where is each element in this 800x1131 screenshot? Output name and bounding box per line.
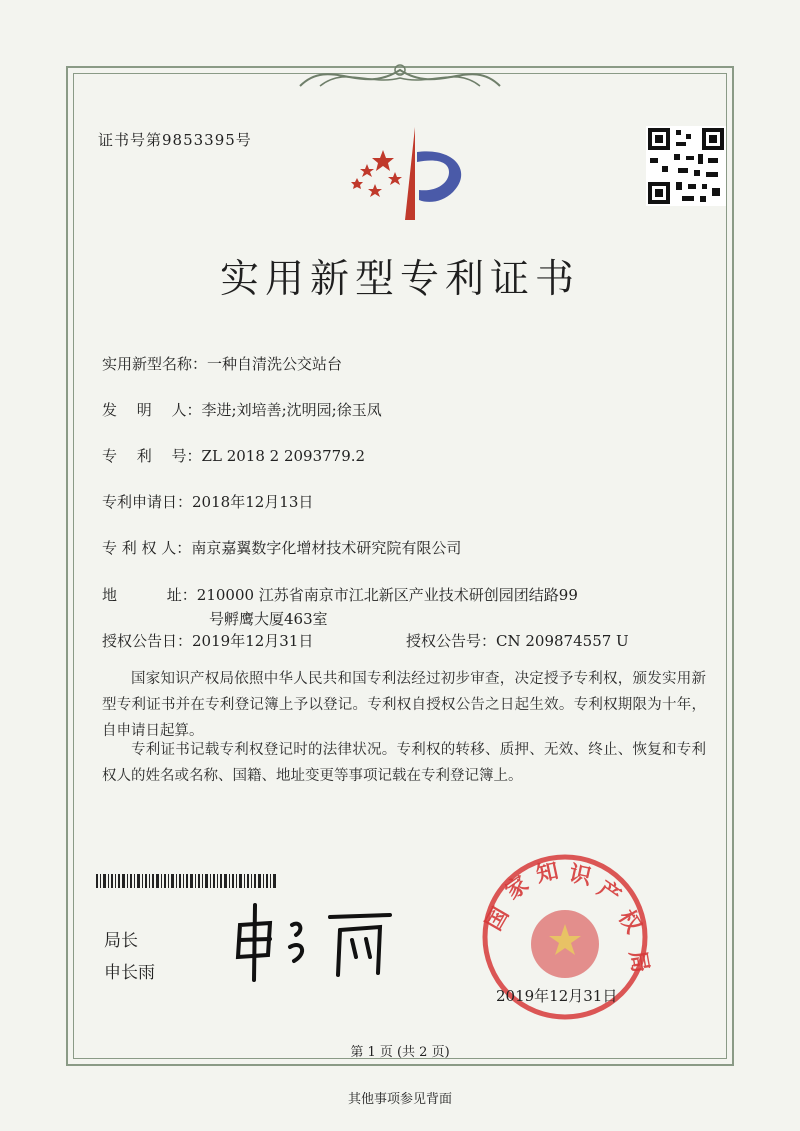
field-patent-number-label: 专 利 号： (102, 447, 202, 465)
barcode-icon (96, 874, 276, 888)
field-filing-date-label: 专利申请日： (102, 493, 193, 511)
field-grant-number-value: CN 209874557 U (496, 632, 629, 650)
field-grant-number-label: 授权公告号： (406, 632, 497, 650)
field-patent-number (102, 445, 365, 466)
seal-date: 2019年12月31日 (496, 987, 618, 1005)
field-grant-date (102, 630, 313, 651)
field-name-label: 实用新型名称： (102, 355, 208, 373)
field-grant-date-value: 2019年12月31日 (192, 632, 314, 650)
field-name-value: 一种自清洗公交站台 (207, 355, 343, 373)
field-inventor (102, 399, 382, 420)
field-address-label: 地 址： (102, 586, 197, 604)
footer-note: 其他事项参见背面 (347, 1092, 452, 1107)
certificate-number: 证书号第9853395号 (98, 131, 252, 149)
legal-status-paragraph: 专利证书记载专利权登记时的法律状况。专利权的转移、质押、无效、终止、恢复和专利权人的姓名或名称、国籍、地址变更等事项记载在专利登记簿上。 (102, 742, 706, 784)
director-name: 申长雨 (104, 963, 155, 983)
field-filing-date (102, 491, 313, 512)
svg-text:知: 知 (534, 858, 561, 888)
field-name (102, 353, 342, 374)
svg-text:国: 国 (481, 903, 515, 935)
qr-code-icon (646, 126, 726, 206)
field-inventor-value: 李进;刘培善;沈明园;徐玉凤 (201, 401, 382, 419)
field-filing-date-value: 2018年12月13日 (192, 493, 314, 511)
svg-text:局: 局 (624, 948, 653, 975)
field-inventor-label: 发 明 人： (102, 401, 202, 419)
field-address (102, 584, 578, 605)
director-title: 局长 (104, 931, 138, 951)
signature-icon (230, 895, 400, 985)
svg-text:识: 识 (566, 861, 594, 891)
page-number: 第 1 页 (共 2 页) (350, 1045, 450, 1060)
patent-office-logo-icon (345, 122, 475, 222)
field-patent-number-value: ZL 2018 2 2093779.2 (201, 447, 366, 465)
field-grant-number (406, 630, 629, 651)
field-patentee-label: 专 利 权 人： (102, 539, 192, 557)
ornament-icon (290, 56, 510, 96)
field-grant-date-label: 授权公告日： (102, 632, 193, 650)
field-address-line2: 号孵鹰大厦463室 (209, 610, 328, 628)
svg-text:家: 家 (501, 871, 534, 905)
field-patentee-value: 南京嘉翼数字化增材技术研究院有限公司 (191, 539, 462, 557)
field-patentee (102, 537, 461, 558)
page-title: 实用新型专利证书 (219, 257, 580, 302)
svg-text:权: 权 (612, 905, 646, 938)
field-address-line1: 210000 江苏省南京市江北新区产业技术研创园团结路99 (196, 586, 578, 604)
grant-paragraph: 国家知识产权局依照中华人民共和国专利法经过初步审查，决定授予专利权，颁发实用新型专利证书并在专利登记簿上予以登记。专利权自授权公告之日起生效。专利权期限为十年，自申请日起算。 (102, 671, 706, 739)
svg-text:产: 产 (592, 876, 625, 910)
